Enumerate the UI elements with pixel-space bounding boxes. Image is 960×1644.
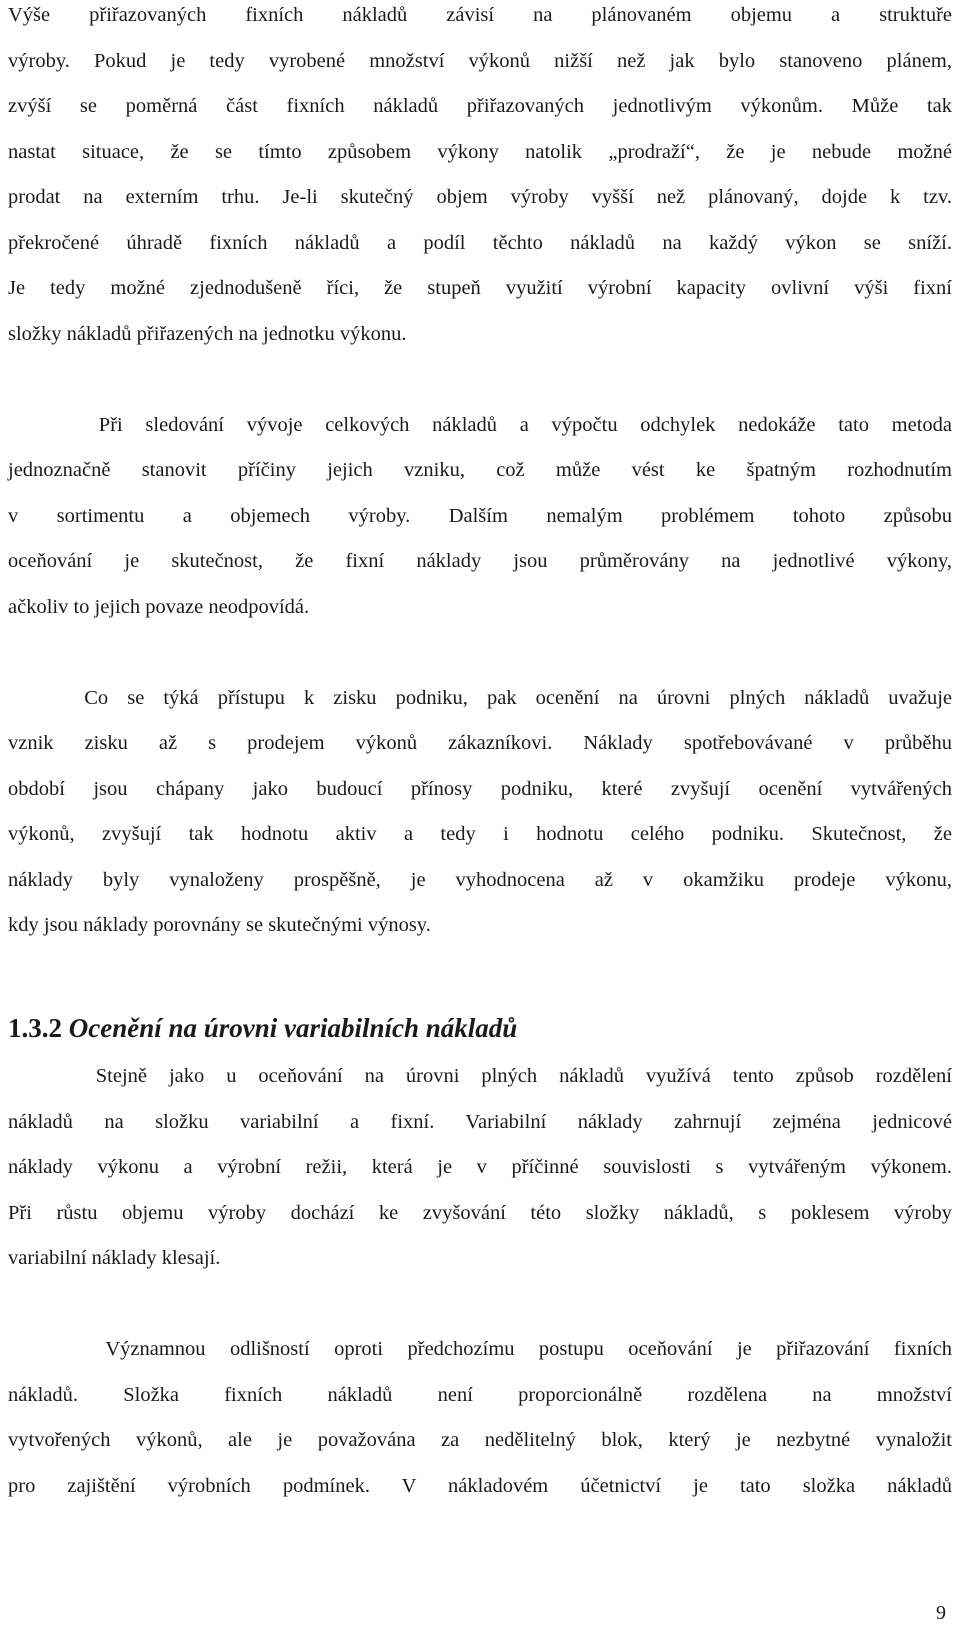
text-line: výroby. Pokud je tedy vyrobené množství výkonů nižší než jak bylo stanoveno plánem,: [8, 49, 952, 72]
text-line: Při růstu objemu výroby dochází ke zvyšování této složky nákladů, s poklesem výroby: [8, 1201, 952, 1224]
text-line: překročené úhradě fixních nákladů a podíl těchto nákladů na každý výkon se sníží.: [8, 231, 952, 254]
text-line: jednoznačně stanovit příčiny jejich vzniku, což může vést ke špatným rozhodnutím: [8, 459, 952, 481]
text-line: Je tedy možné zjednodušeně říci, že stupeň využití výrobní kapacity ovlivní výši fixní: [8, 277, 952, 299]
text-line: Výše přiřazovaných fixních nákladů závisí na plánovaném objemu a struktuře: [8, 4, 952, 26]
text-line: složky nákladů přiřazených na jednotku výkonu.: [8, 322, 407, 345]
paragraph-2: [8, 403, 952, 631]
text-line: období jsou chápany jako budoucí přínosy podniku, které zvyšují ocenění vytvářených: [8, 777, 952, 800]
paragraph-1: [8, 0, 952, 357]
section-number: 1.3.2: [8, 1013, 62, 1043]
paragraph-gap: [8, 357, 952, 403]
paragraph-4: [8, 1054, 952, 1282]
text-line: nákladů na složku variabilní a fixní. Variabilní náklady zahrnují zejména jednicové: [8, 1110, 952, 1133]
paragraph-gap: [8, 1282, 952, 1328]
text-line: nákladů. Složka fixních nákladů není proporcionálně rozdělena na množství: [8, 1383, 952, 1406]
paragraph-3: [8, 676, 952, 949]
paragraph-gap: [8, 949, 952, 995]
text-line: ačkoliv to jejich povaze neodpovídá.: [8, 595, 310, 618]
text-line: Významnou odlišností oproti předchozímu postupu oceňování je přiřazování fixních: [8, 1338, 952, 1360]
text-body: [8, 0, 952, 1509]
text-line: vznik zisku až s prodejem výkonů zákazníkovi. Náklady spotřebovávané v průběhu: [8, 732, 952, 754]
section-heading: [8, 1006, 952, 1050]
text-line: Stejně jako u oceňování na úrovni plných nákladů využívá tento způsob rozdělení: [8, 1065, 952, 1087]
text-line: oceňování je skutečnost, že fixní náklady jsou průměrovány na jednotlivé výkony,: [8, 550, 952, 572]
text-line: náklady výkonu a výrobní režii, která je v příčinné souvislosti s vytvářeným výkonem.: [8, 1156, 952, 1178]
text-line: prodat na externím trhu. Je-li skutečný objem výroby vyšší než plánovaný, dojde k tzv.: [8, 186, 952, 208]
text-line: kdy jsou náklady porovnány se skutečnými výnosy.: [8, 914, 431, 936]
page-number: 9: [936, 1602, 946, 1624]
text-line: Co se týká přístupu k zisku podniku, pak ocenění na úrovni plných nákladů uvažuje: [8, 686, 952, 709]
section-title: Ocenění na úrovni variabilních nákladů: [68, 1013, 518, 1043]
text-line: vytvořených výkonů, ale je považována za nedělitelný blok, který je nezbytné vynaložit: [8, 1429, 952, 1451]
text-line: v sortimentu a objemech výroby. Dalším nemalým problémem tohoto způsobu: [8, 504, 952, 527]
text-line: nastat situace, že se tímto způsobem výkony natolik „prodraží“, že je nebude možné: [8, 140, 952, 163]
text-line: náklady byly vynaloženy prospěšně, je vyhodnocena až v okamžiku prodeje výkonu,: [8, 868, 952, 891]
text-line: zvýší se poměrná část fixních nákladů přiřazovaných jednotlivým výkonům. Může tak: [8, 95, 952, 117]
paragraph-5: [8, 1327, 952, 1509]
text-line: variabilní náklady klesají.: [8, 1247, 221, 1269]
text-line: výkonů, zvyšují tak hodnotu aktiv a tedy i hodnotu celého podniku. Skutečnost, že: [8, 823, 952, 845]
text-line: pro zajištění výrobních podmínek. V nákladovém účetnictví je tato složka nákladů: [8, 1474, 952, 1497]
text-line: Při sledování vývoje celkových nákladů a výpočtu odchylek nedokáže tato metoda: [8, 413, 952, 436]
paragraph-gap: [8, 630, 952, 676]
